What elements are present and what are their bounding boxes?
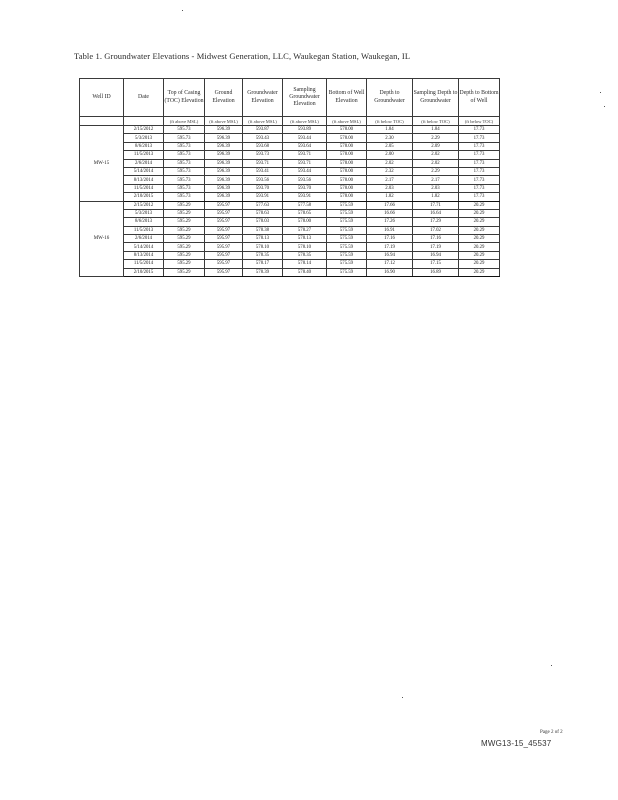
date-cell: 5/3/2013 bbox=[124, 209, 164, 217]
column-header: Well ID bbox=[80, 79, 124, 117]
value-cell: 575.59 bbox=[327, 226, 367, 234]
date-cell: 11/5/2013 bbox=[124, 226, 164, 234]
value-cell: 595.97 bbox=[205, 226, 243, 234]
value-cell: 17.73 bbox=[459, 142, 500, 150]
value-cell: 17.12 bbox=[367, 260, 413, 268]
table-body bbox=[80, 126, 500, 277]
value-cell: 578.00 bbox=[327, 193, 367, 201]
value-cell: 20.29 bbox=[459, 201, 500, 209]
scan-speck bbox=[600, 92, 601, 93]
value-cell: 595.29 bbox=[164, 218, 205, 226]
value-cell: 595.29 bbox=[164, 260, 205, 268]
column-unit bbox=[124, 117, 164, 126]
value-cell: 595.97 bbox=[205, 243, 243, 251]
date-cell: 5/14/2014 bbox=[124, 167, 164, 175]
value-cell: 596.39 bbox=[205, 126, 243, 134]
value-cell: 578.00 bbox=[327, 159, 367, 167]
value-cell: 578.39 bbox=[243, 268, 283, 276]
table-row bbox=[80, 226, 500, 234]
value-cell: 593.87 bbox=[243, 126, 283, 134]
value-cell: 578.00 bbox=[327, 176, 367, 184]
column-unit: (ft above MSL) bbox=[164, 117, 205, 126]
value-cell: 575.59 bbox=[327, 268, 367, 276]
date-cell: 11/5/2013 bbox=[124, 151, 164, 159]
value-cell: 593.70 bbox=[243, 184, 283, 192]
value-cell: 578.00 bbox=[327, 151, 367, 159]
value-cell: 17.73 bbox=[459, 167, 500, 175]
column-unit: (ft above MSL) bbox=[283, 117, 327, 126]
value-cell: 2.05 bbox=[367, 142, 413, 150]
value-cell: 578.63 bbox=[243, 209, 283, 217]
page-number: Page 2 of 2 bbox=[540, 730, 563, 735]
table-row bbox=[80, 126, 500, 134]
value-cell: 596.39 bbox=[205, 184, 243, 192]
value-cell: 578.03 bbox=[243, 218, 283, 226]
value-cell: 593.44 bbox=[283, 134, 327, 142]
header-row bbox=[80, 79, 500, 117]
document-id: MWG13-15_45537 bbox=[481, 739, 552, 748]
table-row bbox=[80, 209, 500, 217]
table-row bbox=[80, 218, 500, 226]
value-cell: 2.29 bbox=[413, 167, 459, 175]
value-cell: 595.97 bbox=[205, 251, 243, 259]
value-cell: 2.17 bbox=[367, 176, 413, 184]
value-cell: 16.90 bbox=[367, 268, 413, 276]
column-header: Groundwater Elevation bbox=[243, 79, 283, 117]
value-cell: 595.73 bbox=[164, 193, 205, 201]
column-header: Date bbox=[124, 79, 164, 117]
table-row bbox=[80, 243, 500, 251]
value-cell: 2.02 bbox=[413, 151, 459, 159]
value-cell: 578.17 bbox=[243, 260, 283, 268]
value-cell: 595.97 bbox=[205, 260, 243, 268]
value-cell: 593.68 bbox=[243, 142, 283, 150]
value-cell: 17.16 bbox=[367, 235, 413, 243]
value-cell: 595.73 bbox=[164, 159, 205, 167]
column-header: Depth to Groundwater bbox=[367, 79, 413, 117]
value-cell: 593.91 bbox=[243, 193, 283, 201]
value-cell: 593.71 bbox=[283, 151, 327, 159]
value-cell: 17.02 bbox=[413, 226, 459, 234]
value-cell: 17.73 bbox=[459, 184, 500, 192]
table-row bbox=[80, 142, 500, 150]
value-cell: 578.13 bbox=[283, 235, 327, 243]
value-cell: 593.56 bbox=[243, 176, 283, 184]
table-row bbox=[80, 251, 500, 259]
value-cell: 595.29 bbox=[164, 251, 205, 259]
value-cell: 20.29 bbox=[459, 218, 500, 226]
value-cell: 578.40 bbox=[283, 268, 327, 276]
value-cell: 595.29 bbox=[164, 268, 205, 276]
date-cell: 5/3/2013 bbox=[124, 134, 164, 142]
date-cell: 8/13/2014 bbox=[124, 251, 164, 259]
value-cell: 595.73 bbox=[164, 134, 205, 142]
value-cell: 16.64 bbox=[413, 209, 459, 217]
value-cell: 577.58 bbox=[283, 201, 327, 209]
value-cell: 593.71 bbox=[243, 159, 283, 167]
value-cell: 2.29 bbox=[413, 134, 459, 142]
value-cell: 593.73 bbox=[243, 151, 283, 159]
value-cell: 595.97 bbox=[205, 268, 243, 276]
value-cell: 578.38 bbox=[243, 226, 283, 234]
value-cell: 20.29 bbox=[459, 260, 500, 268]
value-cell: 578.35 bbox=[243, 251, 283, 259]
column-header: Top of Casing (TOC) Elevation bbox=[164, 79, 205, 117]
value-cell: 595.29 bbox=[164, 243, 205, 251]
table-row bbox=[80, 159, 500, 167]
value-cell: 575.59 bbox=[327, 243, 367, 251]
value-cell: 595.73 bbox=[164, 151, 205, 159]
date-cell: 8/13/2014 bbox=[124, 176, 164, 184]
table-caption: Table 1. Groundwater Elevations - Midwest Generation, LLC, Waukegan Station, Waukegan, IL bbox=[74, 51, 411, 61]
value-cell: 578.65 bbox=[283, 209, 327, 217]
date-cell: 2/6/2014 bbox=[124, 159, 164, 167]
value-cell: 595.29 bbox=[164, 235, 205, 243]
value-cell: 2.09 bbox=[413, 142, 459, 150]
value-cell: 595.73 bbox=[164, 142, 205, 150]
scan-speck bbox=[402, 697, 403, 698]
value-cell: 1.84 bbox=[413, 126, 459, 134]
column-header: Bottom of Well Elevation bbox=[327, 79, 367, 117]
column-header: Depth to Bottom of Well bbox=[459, 79, 500, 117]
value-cell: 17.19 bbox=[413, 243, 459, 251]
column-unit: (ft below TOC) bbox=[413, 117, 459, 126]
value-cell: 578.00 bbox=[327, 184, 367, 192]
scan-speck bbox=[551, 665, 552, 666]
value-cell: 595.73 bbox=[164, 167, 205, 175]
value-cell: 1.82 bbox=[367, 193, 413, 201]
value-cell: 20.29 bbox=[459, 251, 500, 259]
value-cell: 595.97 bbox=[205, 235, 243, 243]
value-cell: 577.63 bbox=[243, 201, 283, 209]
value-cell: 16.94 bbox=[367, 251, 413, 259]
value-cell: 17.16 bbox=[413, 235, 459, 243]
column-unit: (ft below TOC) bbox=[459, 117, 500, 126]
value-cell: 578.13 bbox=[243, 235, 283, 243]
value-cell: 17.19 bbox=[367, 243, 413, 251]
value-cell: 1.82 bbox=[413, 193, 459, 201]
value-cell: 593.70 bbox=[283, 184, 327, 192]
value-cell: 593.64 bbox=[283, 142, 327, 150]
value-cell: 595.29 bbox=[164, 201, 205, 209]
value-cell: 575.59 bbox=[327, 260, 367, 268]
value-cell: 17.66 bbox=[367, 201, 413, 209]
table-row bbox=[80, 167, 500, 175]
value-cell: 17.29 bbox=[413, 218, 459, 226]
value-cell: 578.27 bbox=[283, 226, 327, 234]
date-cell: 8/6/2013 bbox=[124, 218, 164, 226]
value-cell: 16.91 bbox=[367, 226, 413, 234]
value-cell: 575.59 bbox=[327, 251, 367, 259]
value-cell: 578.00 bbox=[327, 126, 367, 134]
value-cell: 596.39 bbox=[205, 151, 243, 159]
value-cell: 16.94 bbox=[413, 251, 459, 259]
value-cell: 2.32 bbox=[367, 167, 413, 175]
table-row bbox=[80, 134, 500, 142]
value-cell: 596.39 bbox=[205, 176, 243, 184]
value-cell: 17.73 bbox=[459, 193, 500, 201]
value-cell: 20.29 bbox=[459, 243, 500, 251]
value-cell: 595.73 bbox=[164, 184, 205, 192]
date-cell: 8/6/2013 bbox=[124, 142, 164, 150]
value-cell: 595.97 bbox=[205, 218, 243, 226]
value-cell: 17.73 bbox=[459, 176, 500, 184]
value-cell: 575.59 bbox=[327, 218, 367, 226]
value-cell: 595.97 bbox=[205, 201, 243, 209]
value-cell: 1.84 bbox=[367, 126, 413, 134]
value-cell: 596.39 bbox=[205, 167, 243, 175]
date-cell: 5/14/2014 bbox=[124, 243, 164, 251]
value-cell: 578.14 bbox=[283, 260, 327, 268]
groundwater-elevation-table bbox=[79, 78, 500, 277]
table-row bbox=[80, 184, 500, 192]
value-cell: 20.29 bbox=[459, 268, 500, 276]
value-cell: 2.02 bbox=[367, 159, 413, 167]
value-cell: 578.10 bbox=[243, 243, 283, 251]
value-cell: 596.39 bbox=[205, 134, 243, 142]
value-cell: 595.29 bbox=[164, 209, 205, 217]
value-cell: 593.44 bbox=[283, 167, 327, 175]
value-cell: 596.39 bbox=[205, 159, 243, 167]
value-cell: 20.29 bbox=[459, 226, 500, 234]
value-cell: 20.29 bbox=[459, 235, 500, 243]
value-cell: 2.17 bbox=[413, 176, 459, 184]
column-header: Sampling Depth to Groundwater bbox=[413, 79, 459, 117]
scan-speck bbox=[182, 10, 183, 11]
value-cell: 2.00 bbox=[367, 151, 413, 159]
value-cell: 595.73 bbox=[164, 126, 205, 134]
value-cell: 593.91 bbox=[283, 193, 327, 201]
value-cell: 17.15 bbox=[413, 260, 459, 268]
value-cell: 17.73 bbox=[459, 134, 500, 142]
value-cell: 17.73 bbox=[459, 151, 500, 159]
value-cell: 578.10 bbox=[283, 243, 327, 251]
value-cell: 596.39 bbox=[205, 142, 243, 150]
value-cell: 2.30 bbox=[367, 134, 413, 142]
date-cell: 2/10/2015 bbox=[124, 268, 164, 276]
value-cell: 593.43 bbox=[243, 134, 283, 142]
value-cell: 578.00 bbox=[327, 167, 367, 175]
value-cell: 2.03 bbox=[367, 184, 413, 192]
well-id-cell: MW-16 bbox=[80, 201, 124, 277]
table-row bbox=[80, 193, 500, 201]
table-row bbox=[80, 268, 500, 276]
table-row bbox=[80, 260, 500, 268]
value-cell: 578.00 bbox=[283, 218, 327, 226]
date-cell: 2/10/2015 bbox=[124, 193, 164, 201]
value-cell: 593.56 bbox=[283, 176, 327, 184]
value-cell: 578.35 bbox=[283, 251, 327, 259]
date-cell: 2/6/2014 bbox=[124, 235, 164, 243]
column-unit bbox=[80, 117, 124, 126]
value-cell: 595.73 bbox=[164, 176, 205, 184]
value-cell: 575.59 bbox=[327, 201, 367, 209]
table-row bbox=[80, 151, 500, 159]
value-cell: 17.73 bbox=[459, 159, 500, 167]
date-cell: 2/15/2012 bbox=[124, 201, 164, 209]
column-unit: (ft above MSL) bbox=[327, 117, 367, 126]
column-unit: (ft above MSL) bbox=[205, 117, 243, 126]
column-header: Sampling Groundwater Elevation bbox=[283, 79, 327, 117]
table-row bbox=[80, 201, 500, 209]
value-cell: 593.71 bbox=[283, 159, 327, 167]
column-unit: (ft above MSL) bbox=[243, 117, 283, 126]
value-cell: 578.00 bbox=[327, 134, 367, 142]
value-cell: 2.02 bbox=[413, 159, 459, 167]
value-cell: 595.97 bbox=[205, 209, 243, 217]
units-row bbox=[80, 117, 500, 126]
column-unit: (ft below TOC) bbox=[367, 117, 413, 126]
table-row bbox=[80, 235, 500, 243]
value-cell: 16.66 bbox=[367, 209, 413, 217]
value-cell: 593.89 bbox=[283, 126, 327, 134]
value-cell: 20.29 bbox=[459, 209, 500, 217]
date-cell: 11/5/2014 bbox=[124, 260, 164, 268]
value-cell: 17.71 bbox=[413, 201, 459, 209]
date-cell: 11/5/2014 bbox=[124, 184, 164, 192]
value-cell: 17.73 bbox=[459, 126, 500, 134]
date-cell: 2/15/2012 bbox=[124, 126, 164, 134]
value-cell: 575.59 bbox=[327, 235, 367, 243]
value-cell: 595.29 bbox=[164, 226, 205, 234]
value-cell: 2.03 bbox=[413, 184, 459, 192]
table-header bbox=[80, 79, 500, 126]
value-cell: 575.59 bbox=[327, 209, 367, 217]
value-cell: 578.00 bbox=[327, 142, 367, 150]
value-cell: 16.89 bbox=[413, 268, 459, 276]
table-row bbox=[80, 176, 500, 184]
value-cell: 596.39 bbox=[205, 193, 243, 201]
scan-speck bbox=[604, 106, 605, 107]
column-header: Ground Elevation bbox=[205, 79, 243, 117]
value-cell: 593.41 bbox=[243, 167, 283, 175]
value-cell: 17.26 bbox=[367, 218, 413, 226]
well-id-cell: MW-15 bbox=[80, 126, 124, 202]
